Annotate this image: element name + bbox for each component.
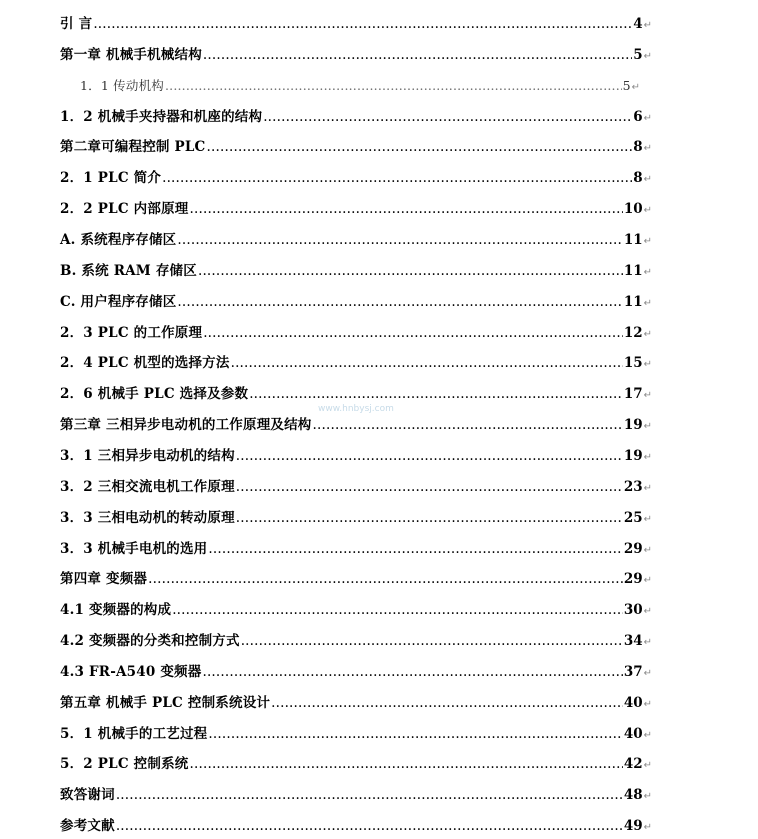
toc-entry-page-number: 29 <box>623 540 643 557</box>
paragraph-mark-icon: ↵ <box>643 20 652 31</box>
toc-entry-label: 参考文献 <box>60 818 115 835</box>
paragraph-mark-icon: ↵ <box>643 143 652 155</box>
toc-entry[interactable] <box>60 383 652 405</box>
toc-entry-label: 第二章可编程控制 PLC <box>60 139 206 156</box>
toc-entry-page-number: 29 <box>623 571 643 588</box>
toc-entry[interactable] <box>60 136 652 158</box>
toc-entry-page-number: 23 <box>623 478 643 495</box>
paragraph-mark-icon: ↵ <box>643 266 652 278</box>
paragraph-mark-icon: ↵ <box>643 297 652 309</box>
toc-dot-leader <box>148 568 623 590</box>
toc-dot-leader <box>177 291 622 313</box>
toc-entry[interactable] <box>60 753 652 775</box>
toc-dot-leader <box>93 13 632 35</box>
toc-entry[interactable] <box>60 723 652 745</box>
toc-dot-leader <box>189 753 622 775</box>
toc-dot-leader <box>271 692 623 714</box>
toc-entry[interactable] <box>60 476 652 498</box>
paragraph-mark-icon: ↵ <box>643 575 652 587</box>
toc-entry-label: 1．2 机械手夹持器和机座的结构 <box>60 108 263 125</box>
toc-entry-label: 2．1 PLC 简介 <box>60 170 162 187</box>
toc-entry-label: 2．3 PLC 的工作原理 <box>60 324 203 341</box>
toc-dot-leader <box>116 784 623 806</box>
toc-entry-page-number: 40 <box>623 694 643 711</box>
toc-entry[interactable] <box>80 75 640 97</box>
toc-entry-page-number: 25 <box>623 509 643 526</box>
paragraph-mark-icon: ↵ <box>643 205 652 217</box>
toc-dot-leader <box>202 661 622 683</box>
toc-entry-page-number: 10 <box>623 201 643 218</box>
toc-dot-leader <box>203 44 632 66</box>
toc-dot-leader <box>236 507 623 529</box>
toc-entry-page-number: 49 <box>623 818 643 835</box>
toc-entry-label: 1．1 传动机构 <box>80 77 164 93</box>
toc-entry-label: 5．2 PLC 控制系统 <box>60 756 189 773</box>
watermark: www.hnbysj.com <box>318 404 394 414</box>
toc-dot-leader <box>236 476 623 498</box>
toc-entry-page-number: 17 <box>623 386 643 403</box>
toc-entry-page-number: 40 <box>623 725 643 742</box>
toc-dot-leader <box>207 136 633 158</box>
toc-dot-leader <box>189 198 622 220</box>
toc-entry-label: 4.3 FR-A540 变频器 <box>60 663 202 680</box>
toc-entry[interactable] <box>60 414 652 436</box>
toc-entry[interactable] <box>60 445 652 467</box>
toc-entry-page-number: 8 <box>633 170 643 187</box>
toc-entry-page-number: 30 <box>623 602 643 619</box>
toc-entry-label: A. 系统程序存储区 <box>60 232 177 248</box>
toc-dot-leader <box>249 383 623 405</box>
toc-entry-label: 3．2 三相交流电机工作原理 <box>60 478 235 495</box>
toc-entry[interactable] <box>60 661 652 683</box>
paragraph-mark-icon: ↵ <box>631 81 640 93</box>
toc-dot-leader <box>241 630 623 652</box>
paragraph-mark-icon: ↵ <box>643 482 652 494</box>
toc-entry[interactable] <box>60 815 652 837</box>
toc-entry-page-number: 6 <box>633 108 643 125</box>
toc-entry-page-number: 48 <box>623 787 643 804</box>
toc-dot-leader <box>165 75 622 97</box>
toc-entry[interactable] <box>60 106 652 128</box>
toc-entry-label: 2．2 PLC 内部原理 <box>60 201 189 218</box>
toc-entry-label: 4.2 变频器的分类和控制方式 <box>60 633 240 649</box>
toc-entry-label: 3．1 三相异步电动机的结构 <box>60 447 235 464</box>
toc-dot-leader <box>177 229 622 251</box>
toc-dot-leader <box>198 260 623 282</box>
toc-dot-leader <box>116 815 623 837</box>
toc-entry-label: 4.1 变频器的构成 <box>60 602 172 619</box>
paragraph-mark-icon: ↵ <box>643 760 652 772</box>
toc-dot-leader <box>313 414 623 436</box>
toc-entry[interactable] <box>60 630 652 652</box>
toc-entry-label: 第一章 机械手机械结构 <box>60 46 202 63</box>
toc-dot-leader <box>172 599 623 621</box>
toc-entry[interactable] <box>60 352 652 374</box>
toc-dot-leader <box>231 352 623 374</box>
toc-entry-page-number: 37 <box>623 663 643 680</box>
paragraph-mark-icon: ↵ <box>643 390 652 402</box>
paragraph-mark-icon: ↵ <box>643 698 652 710</box>
toc-dot-leader <box>162 167 632 189</box>
toc-entry-page-number: 11 <box>623 232 643 248</box>
toc-entry-page-number: 19 <box>623 417 643 434</box>
toc-dot-leader <box>263 106 632 128</box>
toc-entry[interactable] <box>60 260 652 282</box>
toc-entry-page-number: 11 <box>623 293 643 310</box>
toc-entry-page-number: 42 <box>623 756 643 773</box>
toc-entry-page-number: 12 <box>623 324 643 341</box>
toc-entry-label: 2．4 PLC 机型的选择方法 <box>60 355 230 372</box>
toc-entry[interactable] <box>60 538 652 560</box>
toc-entry[interactable] <box>60 322 652 344</box>
toc-dot-leader <box>208 538 622 560</box>
toc-entry[interactable] <box>60 599 652 621</box>
toc-entry[interactable] <box>60 692 652 714</box>
toc-entry-page-number: 5 <box>633 46 643 63</box>
toc-entry-page-number: 8 <box>633 139 643 156</box>
toc-entry[interactable] <box>60 507 652 529</box>
toc-entry-label: 第五章 机械手 PLC 控制系统设计 <box>60 694 271 711</box>
toc-entry-label: 3．3 三相电动机的转动原理 <box>60 509 235 526</box>
paragraph-mark-icon: ↵ <box>643 513 652 525</box>
toc-entry[interactable] <box>60 44 652 66</box>
toc-entry-label: 3．3 机械手电机的选用 <box>60 540 208 557</box>
toc-entry[interactable] <box>60 291 652 313</box>
toc-entry-label: 5．1 机械手的工艺过程 <box>60 725 208 742</box>
toc-entry-label: B. 系统 RAM 存储区 <box>60 262 197 279</box>
toc-entry[interactable] <box>60 229 652 251</box>
toc-entry[interactable] <box>60 568 652 590</box>
toc-entry-page-number: 11 <box>623 262 643 279</box>
paragraph-mark-icon: ↵ <box>643 421 652 433</box>
paragraph-mark-icon: ↵ <box>643 667 652 679</box>
paragraph-mark-icon: ↵ <box>643 791 652 803</box>
paragraph-mark-icon: ↵ <box>643 822 652 834</box>
toc-entry[interactable] <box>60 167 652 189</box>
toc-entry-page-number: 15 <box>623 355 643 372</box>
paragraph-mark-icon: ↵ <box>643 637 652 648</box>
paragraph-mark-icon: ↵ <box>643 236 652 247</box>
toc-dot-leader <box>203 322 623 344</box>
toc-entry-label: 第四章 变频器 <box>60 571 148 588</box>
toc-entry-page-number: 34 <box>623 633 643 649</box>
toc-entry[interactable] <box>60 784 652 806</box>
paragraph-mark-icon: ↵ <box>643 174 652 186</box>
paragraph-mark-icon: ↵ <box>643 729 652 741</box>
paragraph-mark-icon: ↵ <box>643 112 652 124</box>
paragraph-mark-icon: ↵ <box>643 544 652 556</box>
toc-entry-page-number: 19 <box>623 447 643 464</box>
toc-entry-label: 第三章 三相异步电动机的工作原理及结构 <box>60 417 312 434</box>
toc-entry-page-number: 5 <box>622 77 631 93</box>
toc-dot-leader <box>236 445 623 467</box>
paragraph-mark-icon: ↵ <box>643 451 652 463</box>
paragraph-mark-icon: ↵ <box>643 328 652 340</box>
toc-entry-label: 致答谢词 <box>60 787 115 804</box>
paragraph-mark-icon: ↵ <box>643 606 652 618</box>
toc-entry-label: 2．6 机械手 PLC 选择及参数 <box>60 386 249 403</box>
toc-entry-page-number: 4 <box>633 16 643 32</box>
paragraph-mark-icon: ↵ <box>643 50 652 62</box>
paragraph-mark-icon: ↵ <box>643 359 652 371</box>
toc-entry-label: 引 言 <box>60 16 93 32</box>
toc-entry-label: C. 用户程序存储区 <box>60 293 177 310</box>
toc-entry[interactable] <box>60 198 652 220</box>
toc-dot-leader <box>208 723 622 745</box>
toc-entry[interactable] <box>60 13 652 35</box>
